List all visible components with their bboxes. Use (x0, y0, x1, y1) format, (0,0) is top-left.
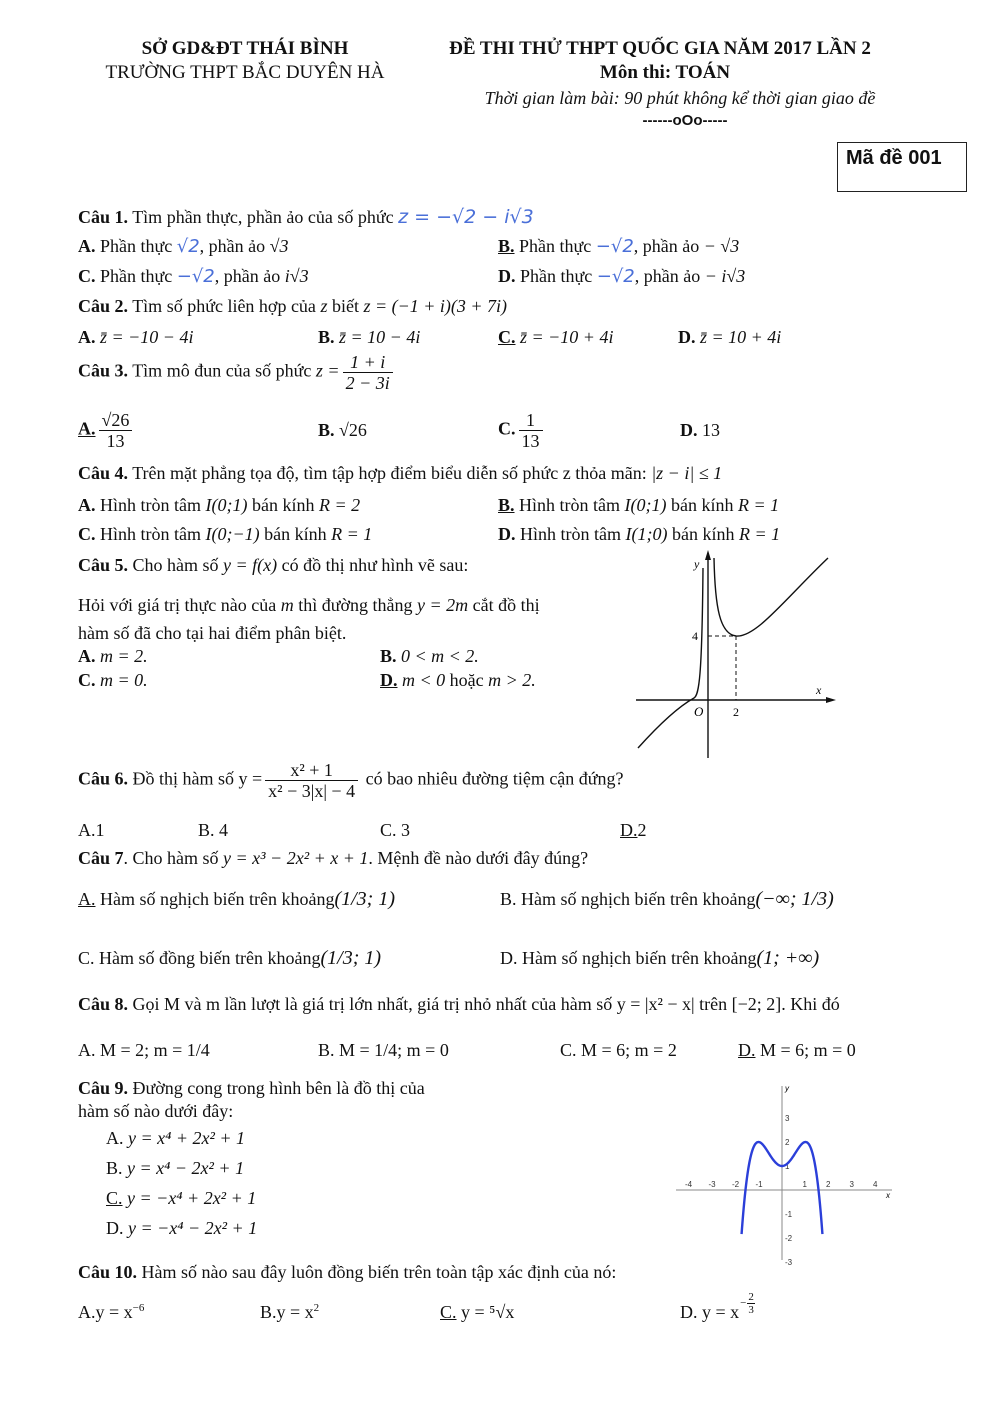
radius: R = 1 (738, 524, 781, 544)
option-key: D. (498, 524, 516, 544)
denominator: 13 (106, 431, 125, 451)
y-tick-label: -1 (785, 1210, 793, 1219)
option-key: D. (620, 820, 638, 840)
fraction (265, 760, 358, 801)
question-text: Gọi M và m lần lượt là giá trị lớn nhất, giá trị nhỏ nhất của hàm số (128, 994, 617, 1014)
option-key: C. (78, 524, 96, 544)
option-expr: 3 (396, 820, 411, 840)
q1-option-c[interactable] (78, 266, 309, 287)
q6-option-a[interactable] (78, 820, 105, 841)
question-6 (78, 760, 624, 801)
q10-option-d[interactable] (680, 1290, 756, 1328)
option-text: Phần thực (515, 266, 597, 286)
exam-title: ĐỀ THI THỬ THPT QUỐC GIA NĂM 2017 LẦN 2 (449, 38, 871, 59)
question-text: . Cho hàm số (123, 848, 224, 868)
question-label: Câu 6. (78, 768, 129, 789)
option-key: B. (198, 820, 215, 840)
option-expr: z̄ = 10 − 4i (339, 327, 421, 347)
option-expr: y = x (702, 1302, 740, 1322)
question-label: Câu 8. (78, 994, 129, 1014)
option-expr: m = 2. (100, 646, 148, 666)
question-label: Câu 10. (78, 1262, 138, 1282)
option-value: √2 (176, 236, 200, 257)
exponent: −6 (132, 1302, 145, 1314)
q2-option-b[interactable] (318, 327, 420, 348)
fraction (343, 352, 393, 393)
option-value: −√2 (176, 266, 215, 287)
q4-option-a[interactable] (78, 495, 360, 516)
origin-label: O (694, 704, 704, 719)
q6-option-c[interactable] (380, 820, 410, 841)
numerator: x² + 1 (265, 760, 358, 781)
denominator: 13 (521, 431, 540, 451)
exponent-fraction (747, 1291, 755, 1316)
center: I(1;0) (625, 524, 668, 544)
y-tick-label: 1 (785, 1162, 790, 1171)
question-text: Hỏi với giá trị thực nào của (78, 595, 281, 615)
exponent (740, 1291, 756, 1316)
q5-option-d[interactable] (380, 670, 536, 691)
option-key: D. (678, 327, 696, 347)
option-expr: 0 < m < 2. (401, 646, 479, 666)
x-axis-label: x (886, 1191, 890, 1200)
option-key: A. (78, 820, 96, 840)
function-expr: y = x³ − 2x² + x + 1 (223, 848, 369, 868)
q1-option-b[interactable] (498, 236, 739, 257)
divider-text: ------oOo----- (642, 112, 728, 129)
option-text: , phần ảo (214, 266, 285, 286)
option-key: C. (440, 1302, 457, 1322)
option-expr: √26 (339, 420, 367, 440)
x-tick-label: 2 (826, 1180, 831, 1189)
y-tick-label: -3 (785, 1258, 793, 1267)
q9-option-b[interactable] (106, 1158, 244, 1179)
option-key: A. (106, 1128, 124, 1148)
q5-line2: hàm số đã cho tại hai điểm phân biệt. (78, 623, 347, 643)
question-text: cắt đồ thị (468, 595, 540, 615)
q4-option-d[interactable] (498, 524, 780, 545)
option-key: A. (78, 327, 96, 347)
q2-option-a[interactable] (78, 327, 193, 348)
q3-option-b[interactable] (318, 420, 367, 441)
option-expr: y = x⁴ + 2x² + 1 (128, 1128, 246, 1148)
option-text: Phần thực (95, 236, 177, 256)
exponent: 2 (313, 1302, 320, 1314)
option-text: Hình tròn tâm (95, 495, 206, 515)
subject-line: Môn thi: TOÁN (599, 62, 731, 83)
question-label: Câu 5. (78, 555, 129, 575)
question-8 (78, 994, 840, 1015)
option-expr: y = ⁵√x (461, 1302, 515, 1322)
q3-option-d[interactable] (680, 420, 720, 441)
question-text: Tìm phần thực, phần ảo của số phức (128, 207, 399, 227)
option-text: Hình tròn tâm (95, 524, 206, 544)
option-key: B. (500, 889, 517, 909)
q2-option-d[interactable] (678, 327, 781, 348)
x-tick-label: 3 (849, 1180, 854, 1189)
option-value: − i√3 (704, 266, 746, 286)
condition: |z − i| ≤ 1 (651, 463, 723, 483)
q3-option-c[interactable] (498, 410, 546, 451)
interval: (1/3; 1) (334, 888, 395, 910)
center: I(0;1) (205, 495, 248, 515)
denominator: 2 − 3i (345, 373, 390, 393)
option-expr: M = 6; m = 2 (581, 1040, 677, 1060)
option-text: Phần thực (95, 266, 177, 286)
question-3 (78, 352, 396, 393)
q5-line1 (78, 595, 540, 616)
option-text: Hàm số nghịch biến trên khoảng (95, 889, 335, 909)
q9-option-a[interactable] (106, 1128, 245, 1149)
center: I(0;−1) (205, 524, 260, 544)
option-expr: y = −x⁴ − 2x² + 1 (128, 1218, 258, 1238)
option-expr: 2 (637, 820, 647, 840)
x-tick-label: -4 (685, 1180, 693, 1189)
q10-option-c[interactable] (440, 1302, 514, 1323)
question-label: Câu 7 (78, 848, 124, 868)
exponent-sign: − (740, 1297, 747, 1309)
option-key: C. (498, 418, 516, 439)
exam-code-box (837, 142, 967, 192)
option-key: D. (106, 1218, 124, 1238)
question-label: Câu 3. (78, 360, 129, 381)
q8-option-c[interactable] (560, 1040, 677, 1061)
option-key: B. (498, 495, 515, 515)
function-expr: y = f(x) (223, 555, 278, 575)
interval: (1/3; 1) (320, 947, 382, 969)
option-text: Hàm số đồng biến trên khoảng (94, 948, 321, 968)
q4-option-b[interactable] (498, 495, 779, 516)
option-text: , phần ảo (633, 236, 704, 256)
y-tick-label: -2 (785, 1234, 793, 1243)
option-value: √3 (269, 236, 289, 256)
option-key: C. (560, 1040, 577, 1060)
option-key: A. (78, 889, 96, 909)
lhs: z = (315, 360, 340, 381)
option-key: D. (680, 1302, 698, 1322)
option-key: B. (318, 1040, 335, 1060)
y-tick-label: 2 (785, 1138, 790, 1147)
interval: [−2; 2] (731, 994, 782, 1014)
option-key: A. (78, 646, 96, 666)
option-key: C. (380, 820, 397, 840)
option-value: −√2 (596, 266, 635, 287)
complex-number: z = −√2 − i√3 (398, 206, 534, 228)
right-branch-curve (714, 558, 828, 636)
radius: R = 2 (318, 495, 361, 515)
q9-option-d[interactable] (106, 1218, 257, 1239)
option-key: A. (78, 495, 96, 515)
variable: z (320, 296, 328, 316)
question-2 (78, 296, 507, 317)
option-key: A. (78, 1040, 96, 1060)
q3-option-a[interactable] (78, 410, 135, 451)
option-key: D. (380, 670, 398, 690)
x-axis-label: x (816, 683, 822, 697)
school-name: TRƯỜNG THPT BẮC DUYÊN HÀ (105, 62, 385, 83)
q10-option-b[interactable] (260, 1302, 319, 1323)
interval: (−∞; 1/3) (755, 888, 834, 910)
radius: R = 1 (331, 524, 373, 544)
option-expr: m > 2. (488, 670, 536, 690)
duration-line: Thời gian làm bài: 90 phút không kể thời gian giao đề (484, 88, 876, 108)
option-text: Hàm số nghịch biến trên khoảng (517, 948, 757, 968)
option-text: , phần ảo (199, 236, 270, 256)
option-expr: 1 (95, 820, 105, 840)
option-text: bán kính (259, 524, 332, 544)
x-tick-label: 4 (873, 1180, 878, 1189)
question-text: có đồ thị như hình vẽ sau: (277, 555, 469, 575)
q7-option-a[interactable] (78, 888, 395, 911)
q8-option-b[interactable] (318, 1040, 449, 1061)
q7-option-c[interactable] (78, 947, 381, 970)
question-text: Tìm số phức liên hợp của (128, 296, 321, 316)
denominator: x² − 3|x| − 4 (268, 781, 356, 801)
question-1 (78, 206, 534, 228)
option-expr: y = x (276, 1302, 314, 1322)
option-expr: y = −x⁴ + 2x² + 1 (127, 1188, 257, 1208)
option-key: B. (318, 420, 335, 440)
q6-option-d[interactable] (620, 820, 647, 841)
numerator: 1 + i (343, 352, 393, 373)
option-expr: z̄ = −10 − 4i (100, 327, 194, 347)
q10-option-a[interactable] (78, 1302, 144, 1323)
question-label: Câu 9. (78, 1078, 129, 1098)
option-expr: M = 6; m = 0 (760, 1040, 856, 1060)
option-text: bán kính (666, 495, 738, 515)
question-label: Câu 1. (78, 207, 129, 227)
numerator: 1 (519, 410, 543, 431)
q8-option-d[interactable] (738, 1040, 856, 1061)
lhs: y = (238, 768, 263, 789)
question-text: Trên mặt phẳng tọa độ, tìm tập hợp điểm biểu diễn số phức z thỏa mãn: (128, 463, 652, 483)
question-label: Câu 4. (78, 463, 129, 483)
option-expr: M = 1/4; m = 0 (339, 1040, 449, 1060)
y-tick-label: 4 (692, 629, 698, 643)
option-key: A. (78, 236, 96, 256)
question-text: Đồ thị hàm số (128, 768, 239, 789)
option-key: C. (78, 670, 96, 690)
q5-option-c[interactable] (78, 670, 148, 691)
option-key: A. (78, 418, 96, 439)
q5-function-graph (636, 548, 836, 760)
function-expr: y = |x² − x| (616, 994, 695, 1014)
option-expr: y = x (95, 1302, 133, 1322)
question-text: trên (694, 994, 732, 1014)
option-text: Hàm số nghịch biến trên khoảng (516, 889, 756, 909)
option-text: bán kính (247, 495, 319, 515)
exam-code: Mã đề 001 (846, 147, 942, 169)
option-value: i√3 (284, 266, 309, 286)
option-key: C. (78, 948, 95, 968)
option-key: B. (380, 646, 397, 666)
department-name: SỞ GD&ĐT THÁI BÌNH (141, 38, 349, 59)
option-key: B. (106, 1158, 123, 1178)
question-text: Tìm mô đun của số phức (128, 360, 316, 381)
option-key: D. (680, 420, 698, 440)
option-text: Hình tròn tâm (514, 495, 625, 515)
question-5 (78, 555, 468, 576)
q5-option-b[interactable] (380, 646, 479, 667)
q1-option-a[interactable] (78, 236, 289, 257)
option-key: D. (498, 266, 516, 286)
option-key: C. (106, 1188, 123, 1208)
interval: (1; +∞) (756, 947, 820, 969)
question-text: Hàm số nào sau đây luôn đồng biến trên toàn tập xác định của nó: (137, 1262, 617, 1282)
q9-line2: hàm số nào dưới đây: (78, 1101, 234, 1121)
option-value: −√2 (595, 236, 634, 257)
fraction (519, 410, 543, 451)
option-text: bán kính (667, 524, 739, 544)
x-axis-arrow (826, 697, 836, 703)
denominator: 3 (748, 1303, 754, 1316)
left-branch-curve (638, 568, 703, 748)
option-expr: z̄ = −10 + 4i (520, 327, 614, 347)
option-text: Phần thực (514, 236, 596, 256)
q9-option-c[interactable] (106, 1188, 256, 1209)
y-axis-arrow (705, 550, 711, 560)
x-tick-label: 1 (802, 1180, 807, 1189)
line-expr: y = 2m (417, 595, 469, 615)
y-tick-label: 3 (785, 1114, 790, 1123)
numerator: 2 (748, 1290, 754, 1303)
option-key: B. (318, 327, 335, 347)
option-value: − √3 (703, 236, 740, 256)
variable: m (280, 595, 294, 615)
question-text: có bao nhiêu đường tiệm cận đứng? (361, 768, 624, 789)
q6-option-b[interactable] (198, 820, 228, 841)
y-axis-label: y (694, 557, 700, 571)
q4-option-c[interactable] (78, 524, 372, 545)
option-text: Hình tròn tâm (515, 524, 626, 544)
question-9 (78, 1078, 425, 1099)
question-label: Câu 2. (78, 296, 129, 316)
option-expr: z̄ = 10 + 4i (700, 327, 782, 347)
option-key: D. (738, 1040, 756, 1060)
option-expr: 13 (702, 420, 720, 440)
x-tick-label: -2 (732, 1180, 740, 1189)
option-key: C. (78, 266, 96, 286)
question-text: . Mệnh đề nào dưới đây đúng? (368, 848, 589, 868)
option-text: , phần ảo (634, 266, 705, 286)
q7-option-d[interactable] (500, 947, 819, 970)
question-text: Cho hàm số (128, 555, 224, 575)
question-text: thì đường thẳng (293, 595, 418, 615)
option-expr: y = x⁴ − 2x² + 1 (127, 1158, 245, 1178)
option-expr: 4 (214, 820, 229, 840)
option-key: A. (78, 1302, 96, 1322)
option-expr: m < 0 (402, 670, 446, 690)
fraction (99, 410, 133, 451)
center: I(0;1) (624, 495, 667, 515)
q5-option-a[interactable] (78, 646, 148, 667)
q1-option-d[interactable] (498, 266, 745, 287)
option-key: B. (260, 1302, 277, 1322)
q8-option-a[interactable] (78, 1040, 210, 1061)
question-text: Đường cong trong hình bên là đồ thị của (128, 1078, 425, 1098)
question-4 (78, 463, 722, 484)
question-text: . Khi đó (781, 994, 840, 1014)
radius: R = 1 (738, 495, 780, 515)
x-tick-label: -1 (755, 1180, 763, 1189)
y-axis-label: y (785, 1084, 789, 1093)
option-expr: m = 0. (100, 670, 148, 690)
q9-function-graph (672, 1082, 896, 1267)
question-7 (78, 848, 588, 869)
question-text: biết (327, 296, 364, 316)
option-key: C. (498, 327, 516, 347)
q7-option-b[interactable] (500, 888, 834, 911)
option-expr: M = 2; m = 1/4 (100, 1040, 210, 1060)
option-key: B. (498, 236, 515, 256)
x-tick-label: -3 (708, 1180, 716, 1189)
expression: z = (−1 + i)(3 + 7i) (363, 296, 508, 316)
x-tick-label: 2 (733, 705, 739, 719)
q2-option-c[interactable] (498, 327, 613, 348)
question-10 (78, 1262, 616, 1283)
option-text: hoặc (445, 670, 489, 690)
option-key: D. (500, 948, 518, 968)
numerator: √26 (99, 410, 133, 431)
